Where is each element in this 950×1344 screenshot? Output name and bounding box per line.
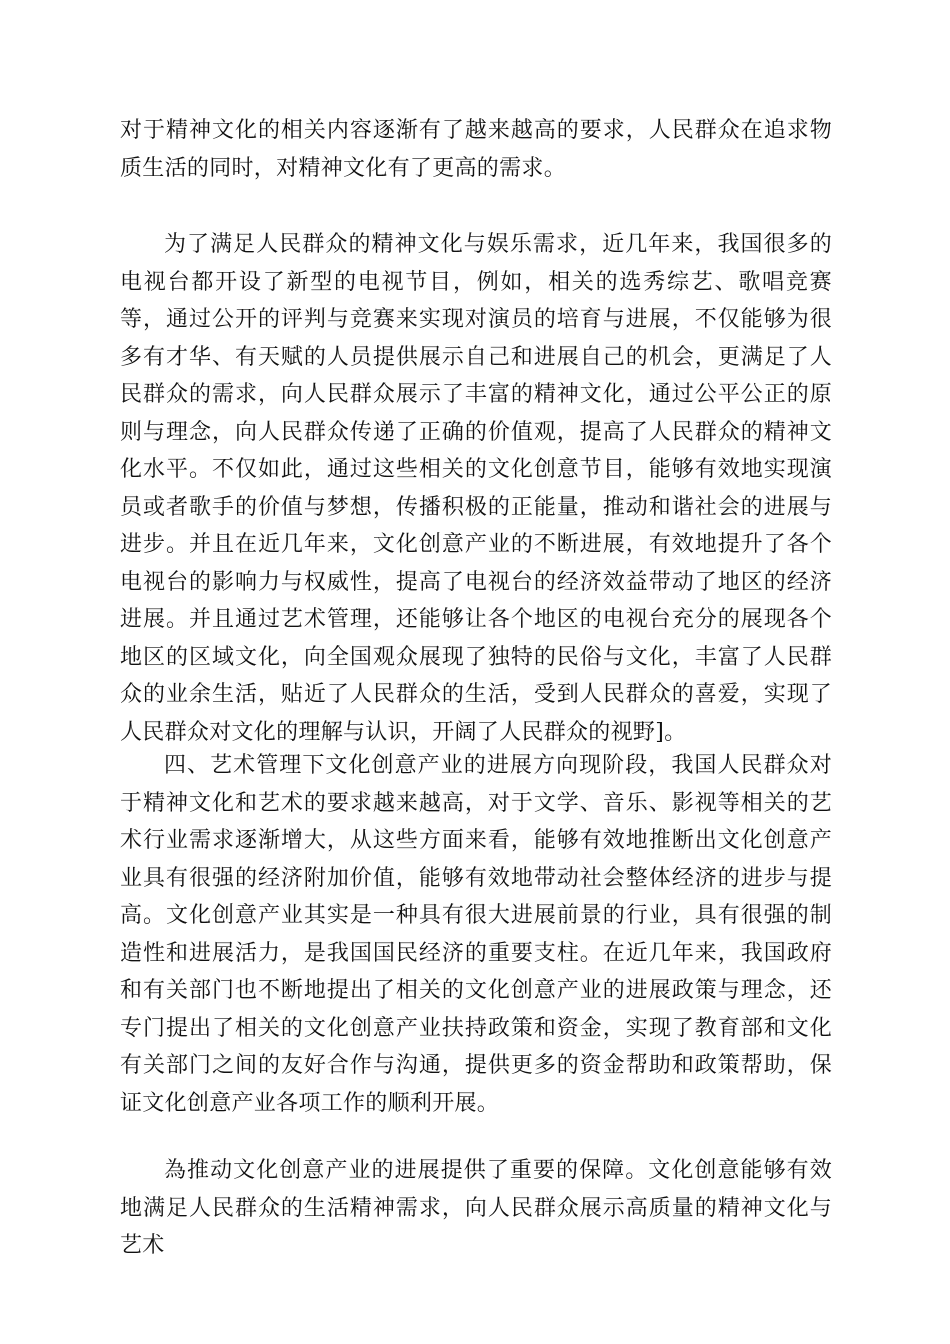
paragraph-continuation: 对于精神文化的相关内容逐渐有了越来越高的要求，人民群众在追求物质生活的同时，对精神文化有了更高的需求。: [120, 118, 832, 181]
paragraph-guarantee: 為推动文化创意产业的进展提供了重要的保障。文化创意能够有效地满足人民群众的生活精神需求，向人民群众展示高质量的精神文化与艺术: [120, 1158, 832, 1258]
paragraph-tv-programs: 为了满足人民群众的精神文化与娱乐需求，近几年来，我国很多的电视台都开设了新型的电视节目，例如，相关的选秀综艺、歌唱竞赛等，通过公开的评判与竞赛来实现对演员的培育与进展，不仅能够为很多有才华、有天赋的人员提供展示自己和进展自己的机会，更满足了人民群众的需求，向人民群众展示了丰富的精神文化，通过公平公正的原则与理念，向人民群众传递了正确的价值观，提高了人民群众的精神文化水平。不仅如此，通过这些相关的文化创意节目，能够有效地实现演员或者歌手的价值与梦想，传播积极的正能量，推动和谐社会的进展与进步。并且在近几年来，文化创意产业的不断进展，有效地提升了各个电视台的影响力与权威性，提高了电视台的经济效益带动了地区的经济进展。并且通过艺术管理，还能够让各个地区的电视台充分的展现各个地区的区域文化，向全国观众展现了独特的民俗与文化，丰富了人民群众的业余生活，贴近了人民群众的生活，受到人民群众的喜爱，实现了人民群众对文化的理解与认识，开阔了人民群众的视野]。: [120, 232, 832, 745]
paragraph-development-direction: 四、艺术管理下文化创意产业的进展方向现阶段，我国人民群众对于精神文化和艺术的要求越来越高，对于文学、音乐、影视等相关的艺术行业需求逐渐增大，从这些方面来看，能够有效地推断出文化创意产业具有很强的经济附加价值，能够有效地带动社会整体经济的进步与提高。文化创意产业其实是一种具有很大进展前景的行业，具有很强的制造性和进展活力，是我国国民经济的重要支柱。在近几年来，我国政府和有关部门也不断地提出了相关的文化创意产业的进展政策与理念，还专门提出了相关的文化创意产业扶持政策和资金，实现了教育部和文化有关部门之间的友好合作与沟通，提供更多的资金帮助和政策帮助，保证文化创意产业各项工作的顺利开展。: [120, 753, 832, 1116]
